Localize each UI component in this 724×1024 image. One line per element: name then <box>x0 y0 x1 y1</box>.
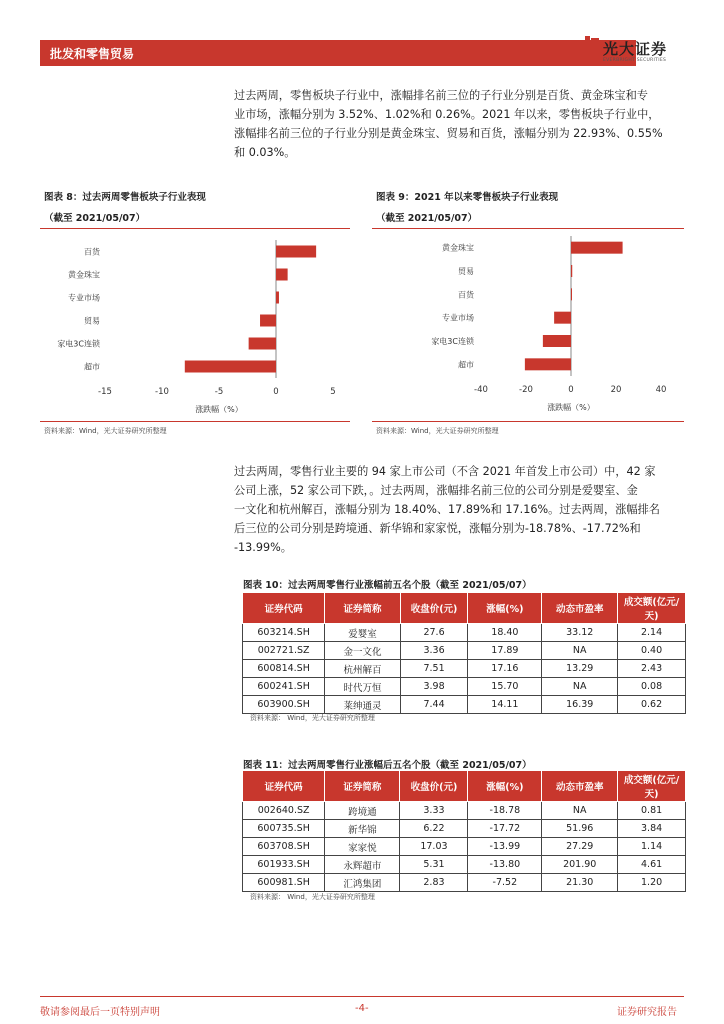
table-cell: 7.44 <box>400 696 468 714</box>
table-11-title: 图表 11：过去两周零售行业涨幅后五名个股（截至 2021/05/07） <box>243 760 532 771</box>
figure-8-chart <box>40 232 360 418</box>
table-row <box>243 802 686 820</box>
category-label: 超市 <box>458 360 474 370</box>
table-cell: 600241.SH <box>243 678 325 696</box>
tick-label: -5 <box>214 387 224 397</box>
column-header: 收盘价(元) <box>400 593 468 624</box>
column-header: 涨幅(%) <box>468 771 542 802</box>
column-header: 收盘价(元) <box>400 771 468 802</box>
table-cell: 2.83 <box>400 874 468 892</box>
column-header: 动态市盈率 <box>542 593 618 624</box>
paragraph-line: 后三位的公司分别是跨境通、新华锦和家家悦，涨幅分别为-18.78%、-17.72%和 <box>234 522 641 535</box>
table-row <box>243 856 686 874</box>
logo-text-cn: 光大证券 <box>603 40 668 58</box>
tick-label: -10 <box>155 387 169 397</box>
table-cell: -18.78 <box>468 802 542 820</box>
paragraph-line: 过去两周，零售板块子行业中，涨幅排名前三位的子行业分别是百货、黄金珠宝和专 <box>234 89 648 102</box>
table-cell: 603900.SH <box>243 696 325 714</box>
table-cell: NA <box>542 642 618 660</box>
table-cell: 3.33 <box>400 802 468 820</box>
table-row <box>243 838 686 856</box>
tick-label: -40 <box>474 385 488 395</box>
table-cell: 27.29 <box>542 838 618 856</box>
bar <box>185 361 276 373</box>
table-cell: 16.39 <box>542 696 618 714</box>
table-cell: 3.84 <box>618 820 686 838</box>
tick-label: 0 <box>568 385 574 395</box>
tick-label: 40 <box>655 385 667 395</box>
paragraph-line: 涨幅排名前三位的子行业分别是黄金珠宝、贸易和百货，涨幅分别为 22.93%、0.55% <box>234 127 663 140</box>
bar <box>276 269 288 281</box>
table-header-row <box>243 771 686 802</box>
category-label: 贸易 <box>84 316 100 326</box>
category-label: 贸易 <box>458 267 474 276</box>
company-logo <box>585 36 685 70</box>
table-cell: 33.12 <box>542 624 618 642</box>
bar <box>525 358 571 370</box>
table-cell: 4.61 <box>618 856 686 874</box>
table-cell: 27.6 <box>400 624 468 642</box>
table-row <box>243 696 686 714</box>
table-row <box>243 678 686 696</box>
column-header: 证券代码 <box>243 771 325 802</box>
figure-9-rule <box>372 228 684 229</box>
table-cell: 5.31 <box>400 856 468 874</box>
table-cell: NA <box>542 802 618 820</box>
table-cell: 15.70 <box>468 678 542 696</box>
table-cell: 爱婴室 <box>325 624 400 642</box>
table-cell: 家家悦 <box>325 838 400 856</box>
tick-label: -15 <box>98 387 112 397</box>
figure-8-subtitle: （截至 2021/05/07） <box>44 213 146 224</box>
table-row <box>243 874 686 892</box>
column-header: 证券简称 <box>325 771 400 802</box>
category-label: 黄金珠宝 <box>68 270 100 280</box>
column-header: 成交额(亿元/天) <box>618 593 686 624</box>
table-cell: 2.43 <box>618 660 686 678</box>
table-cell: 杭州解百 <box>325 660 400 678</box>
bar <box>554 312 571 324</box>
column-header: 涨幅(%) <box>468 593 542 624</box>
table-cell: 3.36 <box>400 642 468 660</box>
figure-9-bottom-rule <box>372 421 684 422</box>
paragraph-line: 业市场，涨幅分别为 3.52%、1.02%和 0.26%。2021 年以来，零售板块子行业中， <box>234 108 660 121</box>
paragraph-line: 和 0.03%。 <box>234 146 296 159</box>
table-cell: 1.14 <box>618 838 686 856</box>
tick-label: 5 <box>330 387 336 397</box>
logo-text-en: EVERBRIGHT SECURITIES <box>603 58 667 63</box>
figure-9-title: 图表 9：2021 年以来零售板块子行业表现 <box>376 192 559 203</box>
table-cell: -17.72 <box>468 820 542 838</box>
table-cell: -13.99 <box>468 838 542 856</box>
table-cell: 0.62 <box>618 696 686 714</box>
x-axis-label: 涨跌幅（%） <box>195 405 243 414</box>
table-cell: 201.90 <box>542 856 618 874</box>
table-cell: 603708.SH <box>243 838 325 856</box>
table-cell: 13.29 <box>542 660 618 678</box>
figure-8-title: 图表 8：过去两周零售板块子行业表现 <box>44 192 206 203</box>
tick-label: 0 <box>273 387 279 397</box>
table-cell: 14.11 <box>468 696 542 714</box>
table-row <box>243 642 686 660</box>
bar <box>543 335 571 347</box>
table-row <box>243 660 686 678</box>
bar <box>260 315 276 327</box>
column-header: 动态市盈率 <box>542 771 618 802</box>
table-10-title: 图表 10：过去两周零售行业涨幅前五名个股（截至 2021/05/07） <box>243 580 532 591</box>
table-cell: 603214.SH <box>243 624 325 642</box>
tick-label: -20 <box>519 385 533 395</box>
paragraph-line: -13.99%。 <box>234 541 292 554</box>
category-label: 家电3C连锁 <box>431 337 474 346</box>
table-cell: 6.22 <box>400 820 468 838</box>
table-10-source: 资料来源： Wind，光大证券研究所整理 <box>250 714 375 722</box>
table-cell: 2.14 <box>618 624 686 642</box>
figure-9-subtitle: （截至 2021/05/07） <box>376 213 478 224</box>
table-cell: 17.16 <box>468 660 542 678</box>
footer-rule <box>40 996 684 997</box>
footer-report-type: 证券研究报告 <box>617 1007 677 1018</box>
table-11 <box>242 770 686 892</box>
table-cell: 18.40 <box>468 624 542 642</box>
table-header-row <box>243 593 686 624</box>
figure-9-source: 资料来源：Wind，光大证券研究所整理 <box>376 427 499 435</box>
figure-8-rule <box>40 228 350 229</box>
table-cell: 0.08 <box>618 678 686 696</box>
category-label: 专业市场 <box>68 293 100 303</box>
table-cell: 新华锦 <box>325 820 400 838</box>
column-header: 证券代码 <box>243 593 325 624</box>
table-cell: 600814.SH <box>243 660 325 678</box>
table-cell: 17.03 <box>400 838 468 856</box>
table-cell: NA <box>542 678 618 696</box>
table-cell: 600981.SH <box>243 874 325 892</box>
column-header: 证券简称 <box>325 593 400 624</box>
category-label: 百货 <box>458 290 474 300</box>
table-cell: 跨境通 <box>325 802 400 820</box>
page-number: -4- <box>355 1003 369 1014</box>
table-cell: 0.81 <box>618 802 686 820</box>
table-11-source: 资料来源： Wind，光大证券研究所整理 <box>250 893 375 901</box>
table-cell: 金一文化 <box>325 642 400 660</box>
category-label: 黄金珠宝 <box>442 243 474 253</box>
bar <box>571 242 623 254</box>
table-cell: 0.40 <box>618 642 686 660</box>
paragraph-line: 一文化和杭州解百，涨幅分别为 18.40%、17.89%和 17.16%。过去两周，涨幅排名 <box>234 503 660 516</box>
table-cell: 21.30 <box>542 874 618 892</box>
paragraph-subsector-summary <box>234 86 684 162</box>
paragraph-line: 公司上涨，52 家公司下跌，。过去两周，涨幅排名前三位的公司分别是爱婴室、金 <box>234 484 638 497</box>
x-axis-label: 涨跌幅（%） <box>547 403 595 412</box>
table-cell: 002721.SZ <box>243 642 325 660</box>
table-cell: -13.80 <box>468 856 542 874</box>
table-cell: 3.98 <box>400 678 468 696</box>
bar <box>276 246 316 258</box>
section-header-bar <box>40 40 636 66</box>
table-row <box>243 820 686 838</box>
table-cell: 汇鸿集团 <box>325 874 400 892</box>
figure-8-bottom-rule <box>40 421 350 422</box>
table-cell: 601933.SH <box>243 856 325 874</box>
bar <box>571 265 572 277</box>
figure-8-source: 资料来源：Wind，光大证券研究所整理 <box>44 427 167 435</box>
category-label: 百货 <box>84 247 100 257</box>
table-cell: 51.96 <box>542 820 618 838</box>
category-label: 超市 <box>84 362 100 372</box>
figure-9-chart <box>372 232 684 418</box>
category-label: 家电3C连锁 <box>57 339 100 349</box>
table-cell: 600735.SH <box>243 820 325 838</box>
bar <box>571 288 572 300</box>
table-cell: 002640.SZ <box>243 802 325 820</box>
paragraph-line: 过去两周，零售行业主要的 94 家上市公司（不含 2021 年首发上市公司）中，42 家 <box>234 465 656 478</box>
footer-disclaimer: 敬请参阅最后一页特别声明 <box>40 1007 160 1018</box>
tick-label: 20 <box>610 385 622 395</box>
section-title: 批发和零售贸易 <box>50 47 135 61</box>
table-cell: 永辉超市 <box>325 856 400 874</box>
table-cell: 7.51 <box>400 660 468 678</box>
table-cell: 1.20 <box>618 874 686 892</box>
bar <box>249 338 276 350</box>
table-cell: 莱绅通灵 <box>325 696 400 714</box>
table-cell: -7.52 <box>468 874 542 892</box>
column-header: 成交额(亿元/天) <box>618 771 686 802</box>
table-cell: 17.89 <box>468 642 542 660</box>
bar <box>276 292 279 304</box>
logo-icon <box>585 36 599 66</box>
table-cell: 时代万恒 <box>325 678 400 696</box>
table-row <box>243 624 686 642</box>
table-10 <box>242 592 686 714</box>
category-label: 专业市场 <box>442 313 474 323</box>
paragraph-company-summary <box>234 462 684 557</box>
